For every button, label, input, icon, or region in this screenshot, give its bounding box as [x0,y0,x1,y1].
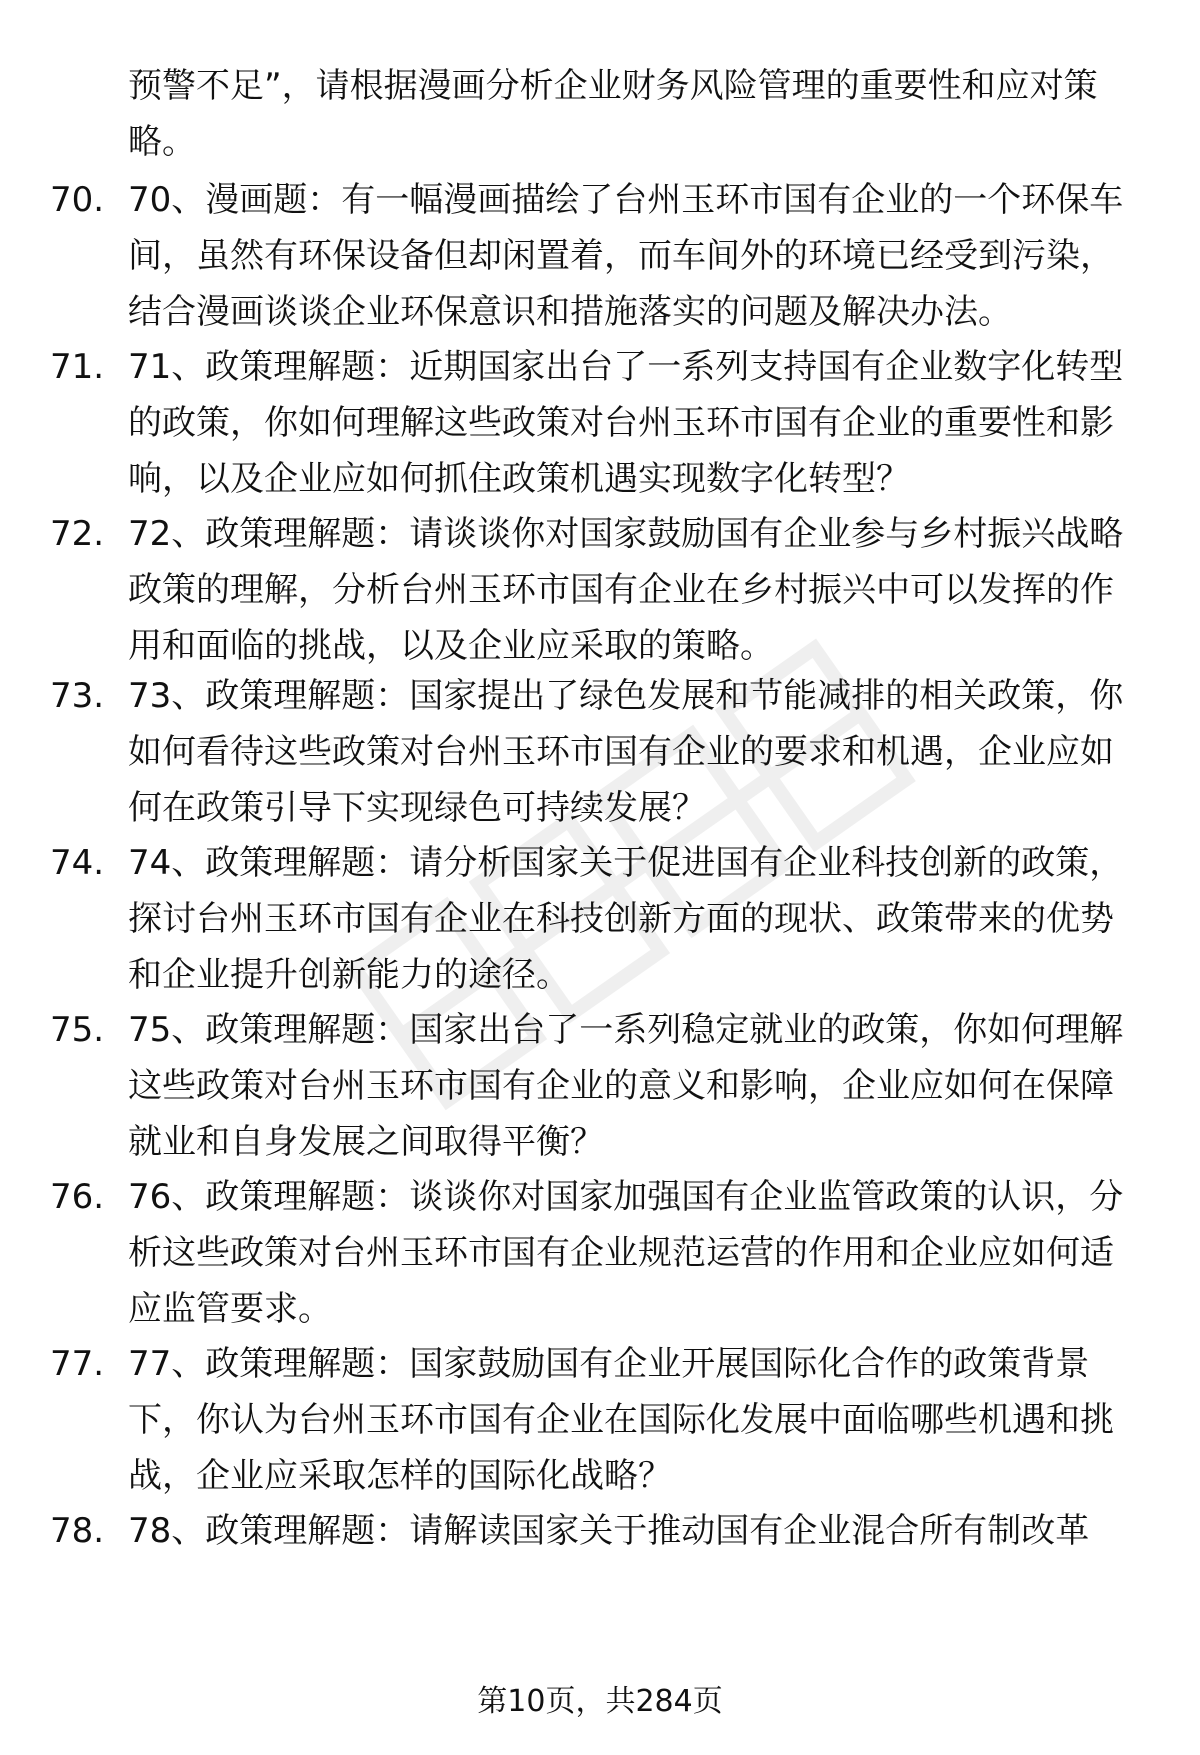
question-number: 75. [50,1010,105,1050]
question-text: 70、漫画题：有一幅漫画描绘了台州玉环市国有企业的一个环保车间，虽然有环保设备但却闲置着，而车间外的环境已经受到污染，结合漫画谈谈企业环保意识和措施落实的问题及解决办法。 [128,180,1124,332]
question-number: 73. [50,676,105,716]
question-number: 76. [50,1177,105,1217]
question-text: 71、政策理解题：近期国家出台了一系列支持国有企业数字化转型的政策，你如何理解这些政策对台州玉环市国有企业的重要性和影响，以及企业应如何抓住政策机遇实现数字化转型？ [128,347,1124,499]
question-text: 75、政策理解题：国家出台了一系列稳定就业的政策，你如何理解这些政策对台州玉环市国有企业的意义和影响，企业应如何在保障就业和自身发展之间取得平衡？ [128,1010,1124,1162]
question-number: 77. [50,1344,105,1384]
question-text: 78、政策理解题：请解读国家关于推动国有企业混合所有制改革 [128,1511,1090,1551]
question-number: 72. [50,514,105,554]
question-text: 73、政策理解题：国家提出了绿色发展和节能减排的相关政策，你如何看待这些政策对台州玉环市国有企业的要求和机遇，企业应如何在政策引导下实现绿色可持续发展？ [128,676,1124,828]
question-text: 74、政策理解题：请分析国家关于促进国有企业科技创新的政策，探讨台州玉环市国有企业在科技创新方面的现状、政策带来的优势和企业提升创新能力的途径。 [128,843,1124,995]
question-text: 76、政策理解题：谈谈你对国家加强国有企业监管政策的认识，分析这些政策对台州玉环市国有企业规范运营的作用和企业应如何适应监管要求。 [128,1177,1124,1329]
question-number: 74. [50,843,105,883]
question-text: 72、政策理解题：请谈谈你对国家鼓励国有企业参与乡村振兴战略政策的理解，分析台州玉环市国有企业在乡村振兴中可以发挥的作用和面临的挑战，以及企业应采取的策略。 [128,514,1124,666]
continuation-text: 预警不足”，请根据漫画分析企业财务风险管理的重要性和应对策略。 [128,66,1098,162]
question-text: 77、政策理解题：国家鼓励国有企业开展国际化合作的政策背景下，你认为台州玉环市国有企业在国际化发展中面临哪些机遇和挑战，企业应采取怎样的国际化战略？ [128,1344,1114,1496]
page-footer: 第10页，共284页 [477,1684,723,1719]
question-number: 78. [50,1511,105,1551]
question-number: 70. [50,180,105,220]
question-number: 71. [50,347,105,387]
